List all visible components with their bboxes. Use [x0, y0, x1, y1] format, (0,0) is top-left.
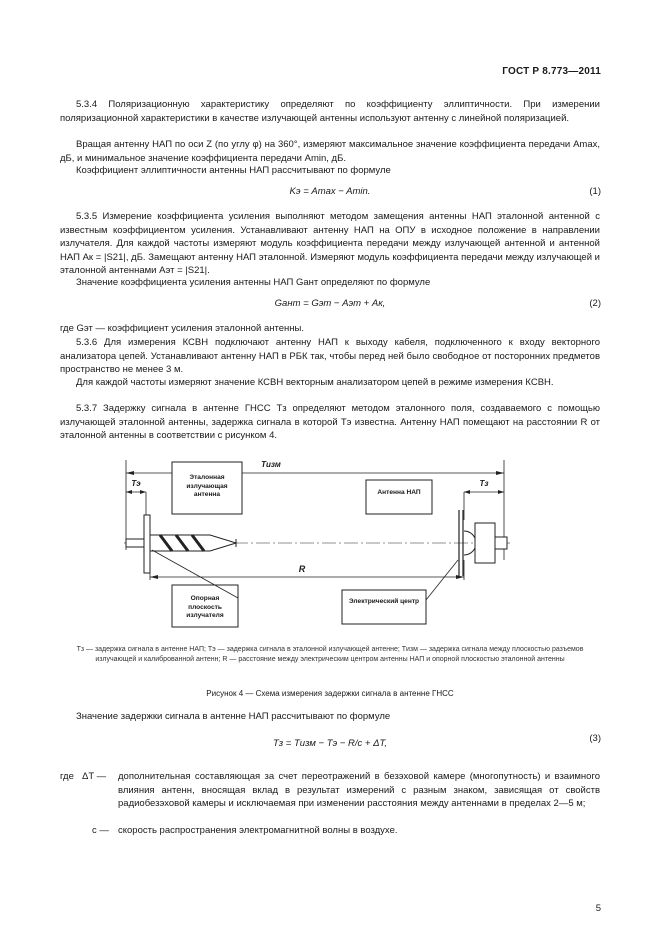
nap-connector — [495, 537, 507, 549]
label-te: Tэ — [131, 479, 141, 488]
where-prefix: где — [60, 771, 74, 782]
where-dt-text: дополнительная составляющая за счет переотражений в безэховой камере (многопутность) и взаимного влияния антенн, вносящая вклад в результат измерений с разным знаком, зависящая от свойств радиобезэховой камеры и исключаемая при изменении расстояния между антеннами в пределах 2—5 м; — [118, 771, 600, 809]
figure-4-diagram — [60, 440, 600, 640]
para-5-3-6b: Для каждой частоты измеряют значение КСВН векторным анализатором цепей в режиме измерения КСВН. — [76, 377, 554, 388]
where-dt-symbol: ΔT — — [82, 771, 107, 782]
ref-flange — [144, 515, 150, 573]
r-arrow-left — [150, 575, 158, 579]
formula-3: Tз = Tизм − Tэ − R/c + ΔT, — [272, 738, 388, 749]
page-number: 5 — [595, 903, 601, 914]
formula-1: Kэ = Amax − Amin. — [289, 186, 371, 197]
formula-2: Gант = Gэт − Aэт + Aк, — [274, 298, 386, 309]
para-5-3-4-rotation: Вращая антенну НАП по оси Z (по углу φ) на 360°, измеряют максимальное значение коэффициента передачи Amax, дБ, и минимальное значение коэффициента передачи Amin, дБ. — [60, 139, 600, 164]
nap-housing — [475, 523, 495, 563]
para-5-3-7: 5.3.7 Задержку сигнала в антенне ГНСС Tз определяют методом эталонного поля, создаваемого с помощью излучающей эталонной антенны, задержка сигнала в которой Tэ известна. Антенну НАП помещают на расстоянии R от эталонной антенны в соответствии с рисунком 4. — [60, 403, 600, 441]
label-tizm: Tизм — [261, 460, 281, 469]
tizm-arrow-right — [496, 471, 504, 475]
para-5-3-4: 5.3.4 Поляризационную характеристику определяют по коэффициенту эллиптичности. При измерении поляризационной характеристики в качестве излучающей антенны используют антенну с линейной поляризацией. — [60, 99, 600, 124]
box-ref-plane: Опорная плоскость излучателя — [186, 595, 224, 619]
te-arrow-right — [140, 490, 146, 494]
label-tz: Tз — [479, 479, 489, 488]
para-5-3-7-formula-intro: Значение задержки сигнала в антенне НАП рассчитывают по формуле — [76, 711, 391, 722]
tz-arrow-left — [464, 490, 470, 494]
para-5-3-6: 5.3.6 Для измерения КСВН подключают антенну НАП к выходу кабеля, подключенного к входу векторного анализатора цепей. Устанавливают антенну НАП в РБК так, чтобы перед ней было свободное от посторонних предметов пространство не менее 3 м. — [60, 337, 600, 375]
para-5-3-5-formula-intro: Значение коэффициента усиления антенны НАП Gант определяют по формуле — [76, 277, 431, 288]
para-5-3-4-formula-intro: Коэффициент эллиптичности антенны НАП рассчитывают по формуле — [76, 165, 391, 176]
figure-4-title: Рисунок 4 — Схема измерения задержки сигнала в антенне ГНСС — [206, 689, 454, 698]
formula-3-number: (3) — [589, 733, 601, 744]
document-header: ГОСТ Р 8.773—2011 — [502, 66, 601, 77]
leader-el-center — [426, 560, 458, 600]
box-nap-antenna: Антенна НАП — [377, 489, 421, 496]
tz-arrow-right — [498, 490, 504, 494]
tizm-arrow-left — [126, 471, 134, 475]
formula-2-number: (2) — [589, 298, 601, 309]
label-r: R — [298, 564, 306, 574]
box-el-center-frame — [342, 590, 426, 624]
te-arrow-left — [126, 490, 132, 494]
where-c-symbol: c — — [92, 825, 109, 836]
box-el-center: Электрический центр — [348, 598, 420, 605]
box-ref-antenna: Эталонная излучающая антенна — [186, 474, 228, 498]
where-c-text: скорость распространения электромагнитной волны в воздухе. — [118, 825, 398, 836]
para-5-3-5: 5.3.5 Измерение коэффициента усиления выполняют методом замещения антенны НАП эталонной антенной с известным коэффициентом усиления. Устанавливают антенну НАП на ОПУ в исходное положение в направлении излучателя. Для каждой частоты измеряют модуль коэффициента передачи между излучающей антенной и антенной НАП Aк = |S21|, дБ. Замещают антенну НАП эталонной. Измеряют модуль коэффициента передачи между излучающей и эталонной антеннами Aэт = |S21|. — [60, 211, 600, 276]
formula-2-where: где Gэт — коэффициент усиления эталонной антенны. — [60, 323, 304, 334]
figure-4-legend: Tз — задержка сигнала в антенне НАП; Tэ — задержка сигнала в эталонной излучающей антенне; Tизм — задержка сигнала между плоскостью разъемов излучающей и калиброванной антенн; R — расстояние между электрическим центром антенны НАП и опорной плоскостью эталонной антенны — [76, 646, 584, 663]
formula-1-number: (1) — [589, 186, 601, 197]
